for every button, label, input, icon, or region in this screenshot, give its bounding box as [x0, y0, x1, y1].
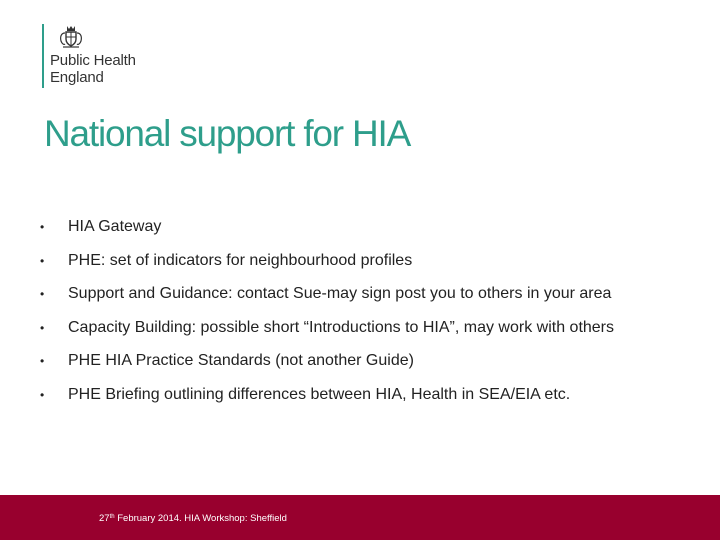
logo-line-1: Public Health [50, 52, 136, 69]
bullet-item [40, 252, 614, 286]
bullet-dot-icon: • [40, 354, 45, 368]
bullet-text: PHE: set of indicators for neighbourhood profiles [68, 251, 413, 269]
bullet-text: PHE HIA Practice Standards (not another Guide) [68, 352, 414, 369]
bullet-dot-icon: • [40, 220, 45, 234]
bullet-text: Support and Guidance: contact Sue-may sign post you to others in your area [68, 285, 612, 302]
organisation-name [50, 52, 136, 86]
bullet-dot-icon: • [40, 253, 45, 268]
logo-divider [42, 24, 44, 88]
footer-event: February 2014. HIA Workshop: Sheffield [114, 513, 287, 524]
bullet-item [40, 319, 614, 353]
bullet-item [40, 386, 614, 420]
footer-caption [99, 513, 287, 524]
slide-title: National support for HIA [44, 113, 411, 154]
bullet-text: Capacity Building: possible short “Introductions to HIA”, may work with others [68, 318, 615, 336]
bullet-dot-icon: • [40, 320, 45, 335]
phe-logo [42, 24, 136, 88]
bullet-dot-icon: • [40, 287, 45, 301]
logo-line-2: England [50, 69, 104, 86]
bullet-dot-icon: • [40, 387, 45, 402]
footer-bar [0, 495, 720, 540]
bullet-text: PHE Briefing outlining differences between HIA, Health in SEA/EIA etc. [68, 385, 571, 403]
royal-crest-icon [58, 24, 84, 50]
bullet-item [40, 352, 614, 386]
footer-ordinal: th [109, 514, 115, 520]
bullet-text: HIA Gateway [68, 218, 162, 235]
footer-day: 27 [99, 513, 110, 524]
bullet-item [40, 285, 614, 319]
bullet-item [40, 218, 614, 252]
bullet-list [40, 218, 614, 419]
